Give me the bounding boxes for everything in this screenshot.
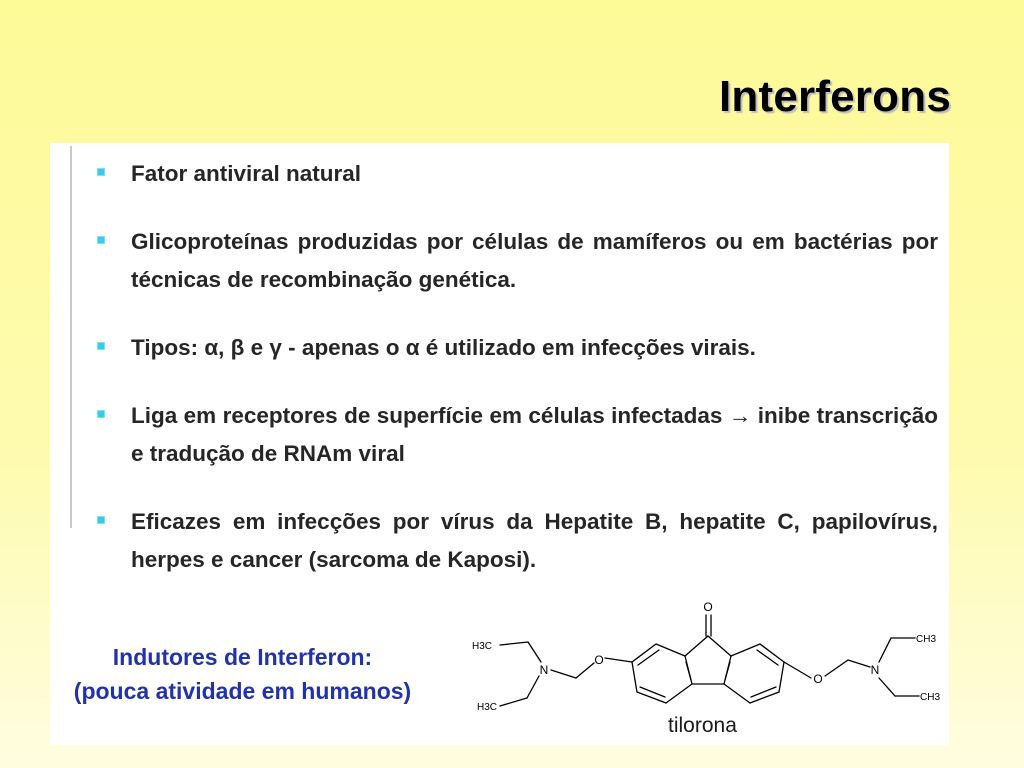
bullet-item — [96, 397, 938, 473]
bullet-square-icon — [97, 236, 105, 244]
bullet-item — [96, 503, 938, 579]
inducers-heading: Indutores de Interferon: — [112, 644, 373, 670]
inducers-caption — [50, 640, 435, 708]
bullet-square-icon — [97, 168, 105, 176]
bullet-text: Eficazes em infecções por vírus da Hepatite B, hepatite C, papilovírus, herpes e cancer (sarcoma de Kaposi). — [131, 509, 938, 572]
molecule-name: tilorona — [668, 714, 737, 737]
panel-divider — [70, 146, 72, 528]
bullet-list — [96, 155, 938, 579]
amine-right-label: N — [870, 663, 880, 677]
bullet-square-icon — [97, 516, 105, 524]
bullet-text: Glicoproteínas produzidas por células de mamíferos ou em bactérias por técnicas de recombinação genética. — [131, 229, 938, 292]
amine-left-label: N — [539, 663, 549, 677]
bullet-item — [96, 155, 938, 193]
bullet-text: Fator antiviral natural — [131, 161, 362, 186]
bullet-text: Liga em receptores de superfície em células infectadas → inibe transcrição e tradução de RNAm viral — [131, 403, 938, 466]
methyl-top-right-label: CH3 — [916, 634, 937, 645]
inducers-note: (pouca atividade em humanos) — [73, 678, 412, 704]
bullet-square-icon — [97, 342, 105, 350]
bullet-square-icon — [97, 410, 105, 418]
bullet-item — [96, 223, 938, 299]
ketone-oxygen-label: O — [703, 600, 713, 614]
methyl-top-left-label: H3C — [472, 641, 493, 652]
slide-title: Interferons — [718, 72, 951, 121]
methyl-bottom-left-label: H3C — [477, 702, 498, 713]
bullet-text: Tipos: α, β e γ - apenas o α é utilizado em infecções virais. — [131, 335, 756, 360]
methyl-bottom-right-label: CH3 — [920, 692, 941, 703]
bullet-item — [96, 329, 938, 367]
ether-oxygen-right-label: O — [813, 672, 823, 686]
ether-oxygen-left-label: O — [594, 653, 604, 667]
